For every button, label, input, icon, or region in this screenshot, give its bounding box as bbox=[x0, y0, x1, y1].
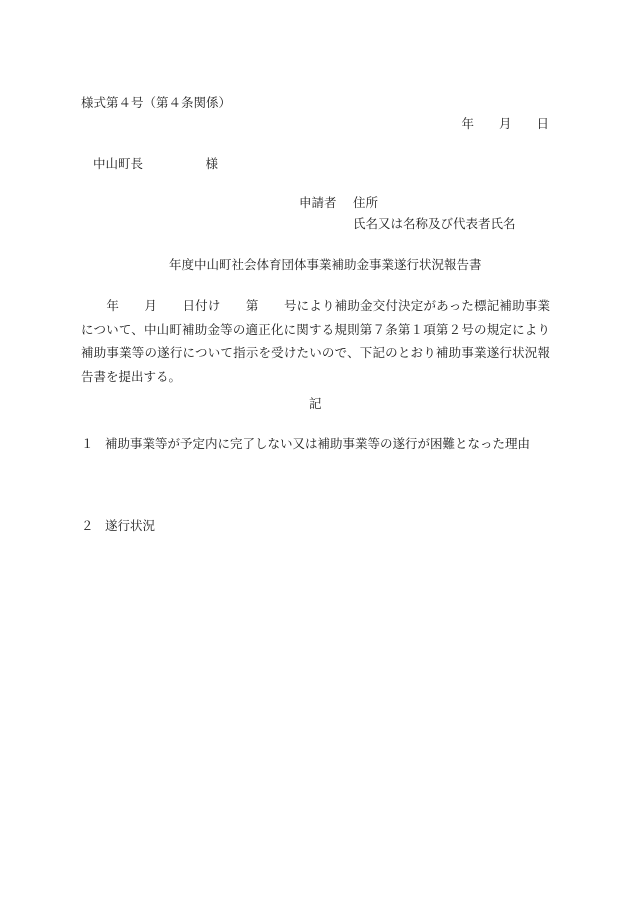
item-number: １ bbox=[81, 436, 94, 451]
form-number: 様式第４号（第４条関係） bbox=[81, 95, 232, 110]
applicant-name-label: 氏名又は名称及び代表者氏名 bbox=[353, 216, 516, 231]
ki-heading: 記 bbox=[309, 396, 322, 411]
applicant-address-label: 住所 bbox=[353, 195, 379, 210]
document-title: 年度中山町社会体育団体事業補助金事業遂行状況報告書 bbox=[169, 257, 482, 272]
body-paragraph: 年 月 日付け 第 号により補助金交付決定があった標記補助事業について、中山町補助金等の適正化に関する規則第７条第１項第２号の規定により補助事業等の遂行について指示を受けたいので、下記のとおり補助事業遂行状況報告書を提出する。 bbox=[81, 298, 550, 384]
applicant-label: 申請者 bbox=[299, 195, 337, 210]
date-line: 年 月 日 bbox=[461, 116, 549, 131]
item-number: ２ bbox=[81, 518, 94, 533]
item-text: 補助事業等が予定内に完了しない又は補助事業等の遂行が困難となった理由 bbox=[105, 436, 531, 451]
addressee: 中山町長 様 bbox=[93, 156, 219, 171]
item-text: 遂行状況 bbox=[105, 518, 156, 533]
